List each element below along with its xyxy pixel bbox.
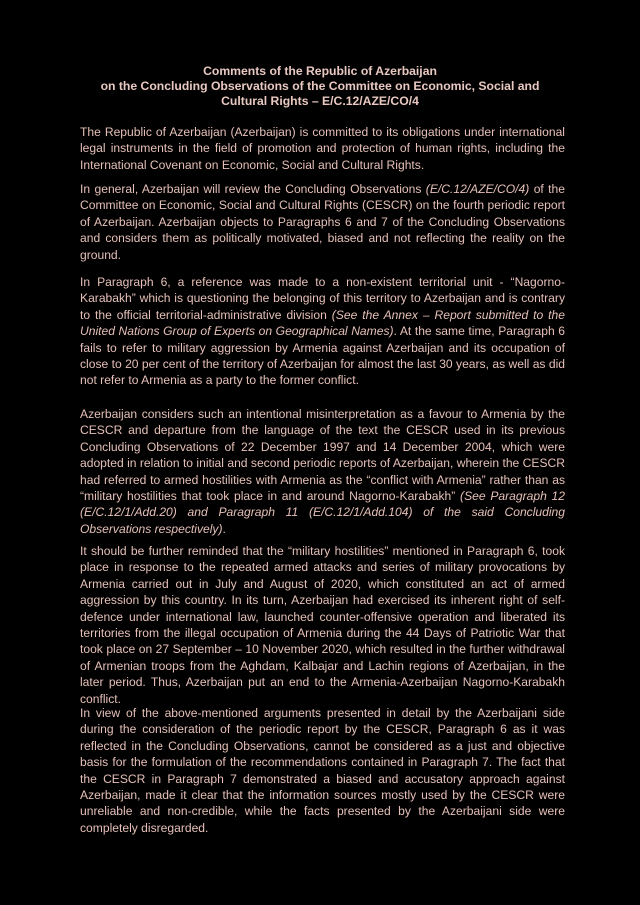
text-segment: In Paragraph 6, a reference was made to a non-existent territorial unit - “Nagorno-Karabakh” which is questioning the belonging of this territory to Azerbaijan and is contrary to the official territorial-administrative division: [80, 275, 565, 322]
paragraph-text: [80, 705, 565, 836]
paragraph-text: [80, 124, 565, 173]
document-title: [80, 64, 560, 109]
text-segment: In view of the above-mentioned arguments presented in detail by the Azerbaijani side during the consideration of the periodic report by the CESCR, Paragraph 6 as it was reflected in the Concluding Observations, cannot be considered as a just and objective basis for the formulation of the recommendations contained in Paragraph 7. The fact that the CESCR in Paragraph 7 demonstrated a biased and accusatory approach against Azerbaijan, made it clear that the information sources mostly used by the CESCR were unreliable and non-credible, while the facts presented by the Azerbaijani side were completely disregarded.: [80, 706, 565, 835]
text-segment: It should be further reminded that the “military hostilities” mentioned in Paragraph 6, took place in response to the repeated armed attacks and series of military provocations by Armenia carried out in July and August of 2020, which constituted an act of armed aggression by this country. In its turn, Azerbaijan had exercised its inherent right of self-defence under international law, launched counter-offensive operation and liberated its territories from the illegal occupation of Armenia during the 44 Days of Patriotic War that took place on 27 September – 10 November 2020, which resulted in the further withdrawal of Armenian troops from the Aghdam, Kalbajar and Lachin regions of Azerbaijan, in the later period. Thus, Azerbaijan put an end to the Armenia-Azerbaijan Nagorno-Karabakh conflict.: [80, 544, 565, 706]
text-segment: .: [222, 521, 226, 536]
paragraph-text: [80, 406, 565, 537]
paragraph-military-hostilities: [80, 543, 565, 717]
title-line-1: Comments of the Republic of Azerbaijan: [203, 64, 437, 78]
title-line-2: on the Concluding Observations of the Committee on Economic, Social and: [100, 79, 540, 93]
paragraph-general-review: [80, 181, 565, 273]
title-line-3: Cultural Rights – E/C.12/AZE/CO/4: [221, 94, 419, 108]
paragraph-paragraph-6: [80, 274, 565, 399]
text-segment: of the Committee on Economic, Social and Cultural Rights (CESCR) on the fourth periodic report of Azerbaijan. Azerbaijan objects to Paragraphs 6 and 7 of the Concluding Observations and considers them as politically motivated, biased and not reflecting the reality on the ground.: [80, 182, 565, 262]
paragraph-misinterpretation: [80, 406, 565, 547]
citation-italic: (See the Annex – Report submitted to the United Nations Group of Experts on Geographical Names): [80, 307, 565, 339]
paragraph-text: [80, 543, 565, 707]
paragraph-commitment: [80, 124, 565, 183]
text-segment: . At the same time, Paragraph 6 fails to refer to military aggression by Armenia against Azerbaijan and its occupation of close to 20 per cent of the territory of Azerbaijan for almost the last 30 years, as well as did not refer to Armenia as a party to the former conflict.: [80, 324, 565, 388]
paragraph-conclusion: [80, 705, 565, 846]
citation-italic: (See Paragraph 12 (E/C.12/1/Add.20) and Paragraph 11 (E/C.12/1/Add.104) of the said Concluding Observations respectively): [80, 489, 565, 536]
citation-italic: (E/C.12/AZE/CO/4): [425, 182, 530, 196]
text-segment: The Republic of Azerbaijan (Azerbaijan) is committed to its obligations under international legal instruments in the field of promotion and protection of human rights, including the International Covenant on Economic, Social and Cultural Rights.: [80, 125, 565, 172]
text-segment: In general, Azerbaijan will review the Concluding Observations: [80, 182, 426, 196]
paragraph-text: [80, 274, 565, 389]
text-segment: Azerbaijan considers such an intentional misinterpretation as a favour to Armenia by the CESCR and departure from the language of the text the CESCR used in its previous Concluding Observations of 22 December 1997 and 14 December 2004, which were adopted in relation to initial and second periodic reports of Azerbaijan, wherein the CESCR had referred to armed hostilities with Armenia as the “conflict with Armenia” rather than as “military hostilities that took place in and around Nagorno-Karabakh”: [80, 407, 565, 504]
paragraph-text: [80, 181, 565, 263]
